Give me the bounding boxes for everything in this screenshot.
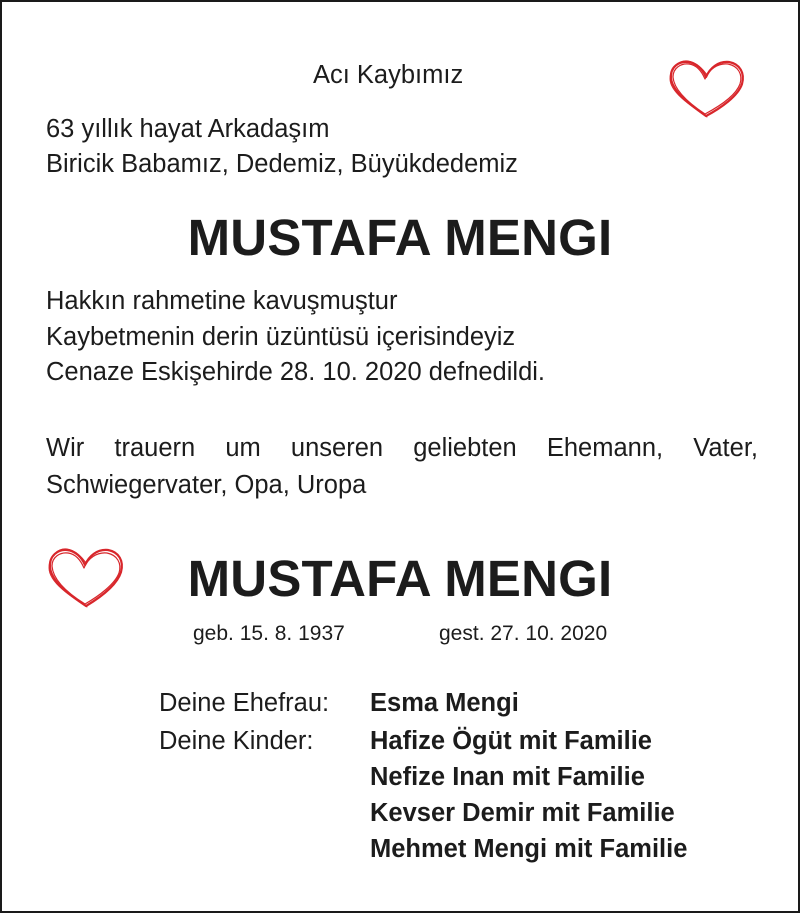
german-text: Wir trauern um unseren geliebten Ehemann, Vater, Schwiegervater, Opa, Uropa	[46, 434, 758, 499]
deceased-name: MUSTAFA MENGI	[187, 209, 613, 266]
deceased-name-repeat: MUSTAFA MENGI	[187, 550, 613, 607]
child-name: Mehmet Mengi mit Familie	[370, 835, 688, 863]
turkish-line: Kaybetmenin derin üzüntüsü içerisindeyiz	[46, 323, 516, 351]
intro-line: 63 yıllık hayat Arkadaşım	[46, 115, 330, 143]
wife-name: Esma Mengi	[370, 689, 519, 717]
child-name: Nefize Inan mit Familie	[370, 763, 645, 791]
intro-line: Biricik Babamız, Dedemiz, Büyükdedemiz	[46, 150, 518, 178]
children-label: Deine Kinder:	[159, 727, 314, 755]
turkish-line: Hakkın rahmetine kavuşmuştur	[46, 287, 398, 315]
birth-date: geb. 15. 8. 1937	[193, 622, 345, 645]
child-name: Kevser Demir mit Familie	[370, 799, 675, 827]
death-date: gest. 27. 10. 2020	[439, 622, 608, 645]
child-name: Hafize Ögüt mit Familie	[370, 727, 652, 755]
heart-icon	[666, 58, 748, 122]
turkish-line: Cenaze Eskişehirde 28. 10. 2020 defnedildi.	[46, 358, 546, 386]
heading: Acı Kaybımız	[313, 61, 464, 89]
wife-label: Deine Ehefrau:	[159, 689, 330, 717]
